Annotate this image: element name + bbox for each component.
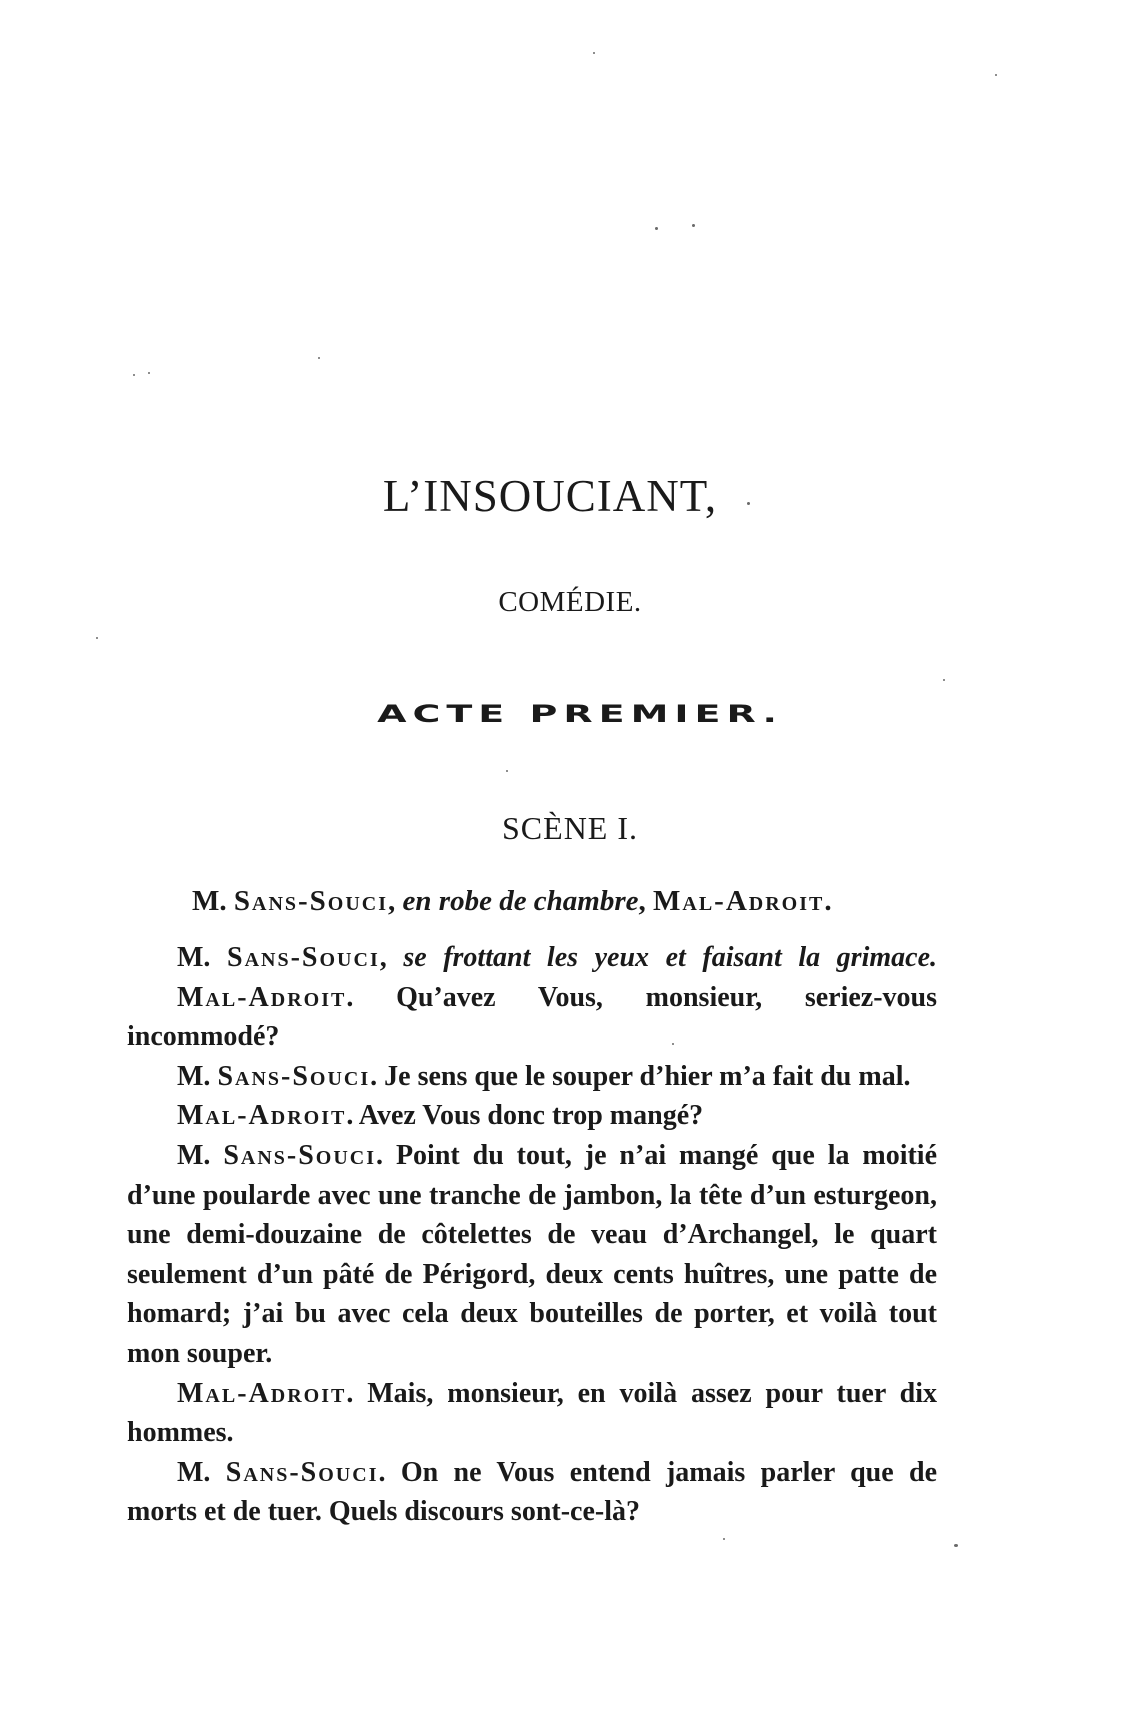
speaker-separator: . — [346, 1377, 368, 1409]
speaker-name: Sans-Souci — [223, 1139, 377, 1171]
scan-speck — [723, 1538, 725, 1540]
stage-direction: se frottant les yeux et faisant la grimace. — [403, 942, 937, 973]
dialogue-line — [127, 938, 937, 978]
speaker-prefix: M. — [177, 1456, 226, 1488]
speaker-name: Mal-Adroit — [177, 1100, 347, 1132]
dialogue-line — [127, 1136, 937, 1374]
speech-text: Qu’avez Vous, monsieur, seriez-vous incommodé? — [127, 981, 937, 1053]
cast-list — [192, 885, 832, 918]
scan-speck — [506, 770, 508, 772]
speaker-name: Sans-Souci — [217, 1060, 371, 1092]
scan-speck — [995, 74, 997, 76]
dialogue-line — [127, 1374, 937, 1453]
scan-speck — [133, 374, 135, 376]
dialogue — [127, 938, 937, 1532]
scene-heading: SCÈNE I. — [502, 810, 638, 846]
speech-text: Avez Vous donc trop mangé? — [358, 1100, 704, 1132]
speaker-prefix: M. — [177, 942, 228, 973]
scan-speck — [655, 227, 658, 230]
play-genre: COMÉDIE. — [498, 586, 642, 618]
cast-sans-souci: Sans-Souci — [233, 885, 389, 917]
dialogue-line — [127, 1057, 937, 1097]
play-title: L’INSOUCIANT, — [382, 471, 718, 521]
dialogue-line — [127, 978, 937, 1057]
cast-mal-adroit: Mal-Adroit — [653, 885, 825, 917]
speaker-name: Mal-Adroit — [177, 981, 347, 1013]
cast-prefix: M. — [192, 885, 234, 917]
cast-separator: , — [388, 885, 403, 917]
speaker-separator: . — [370, 1060, 385, 1092]
speaker-name: Sans-Souci — [227, 942, 380, 973]
speaker-prefix: M. — [177, 1139, 224, 1171]
speech-text: Je sens que le souper d’hier m’a fait du mal. — [384, 1060, 911, 1092]
speaker-separator: . — [346, 981, 397, 1013]
scan-speck — [318, 357, 320, 359]
dialogue-line — [127, 1453, 937, 1532]
speech-text: Point du tout, je n’ai mangé que la moitié d’une poularde avec une tranche de jambon, la tête d’un esturgeon, une demi-douzaine de côtelettes de veau d’Archangel, le quart seulement d’un pâté de Périgord, deux cents huîtres, une patte de homard; j’ai bu avec cela deux bouteilles de porter, et voilà tout mon souper. — [127, 1139, 937, 1369]
scan-speck — [692, 224, 695, 227]
scan-speck — [593, 52, 595, 54]
speaker-name: Mal-Adroit — [177, 1377, 347, 1409]
speaker-separator: . — [346, 1100, 359, 1132]
scan-speck — [954, 1544, 958, 1547]
act-heading: ACTE PREMIER. — [377, 700, 783, 728]
speaker-separator: . — [376, 1139, 396, 1171]
speech-text: Mais, monsieur, en voilà assez pour tuer dix hommes. — [127, 1377, 938, 1449]
cast-stage-direction: en robe de chambre — [402, 885, 639, 917]
speaker-name: Sans-Souci — [225, 1456, 379, 1488]
speech-text: On ne Vous entend jamais parler que de morts et de tuer. Quels discours sont-ce-là? — [127, 1456, 937, 1528]
scan-speck — [96, 637, 98, 639]
scan-speck — [943, 679, 945, 681]
speaker-prefix: M. — [177, 1060, 218, 1092]
scan-speck — [148, 372, 150, 374]
speaker-separator: , — [379, 942, 404, 973]
cast-end: . — [824, 885, 832, 917]
dialogue-line — [127, 1096, 937, 1136]
speaker-separator: . — [378, 1456, 401, 1488]
cast-separator: , — [638, 885, 654, 917]
